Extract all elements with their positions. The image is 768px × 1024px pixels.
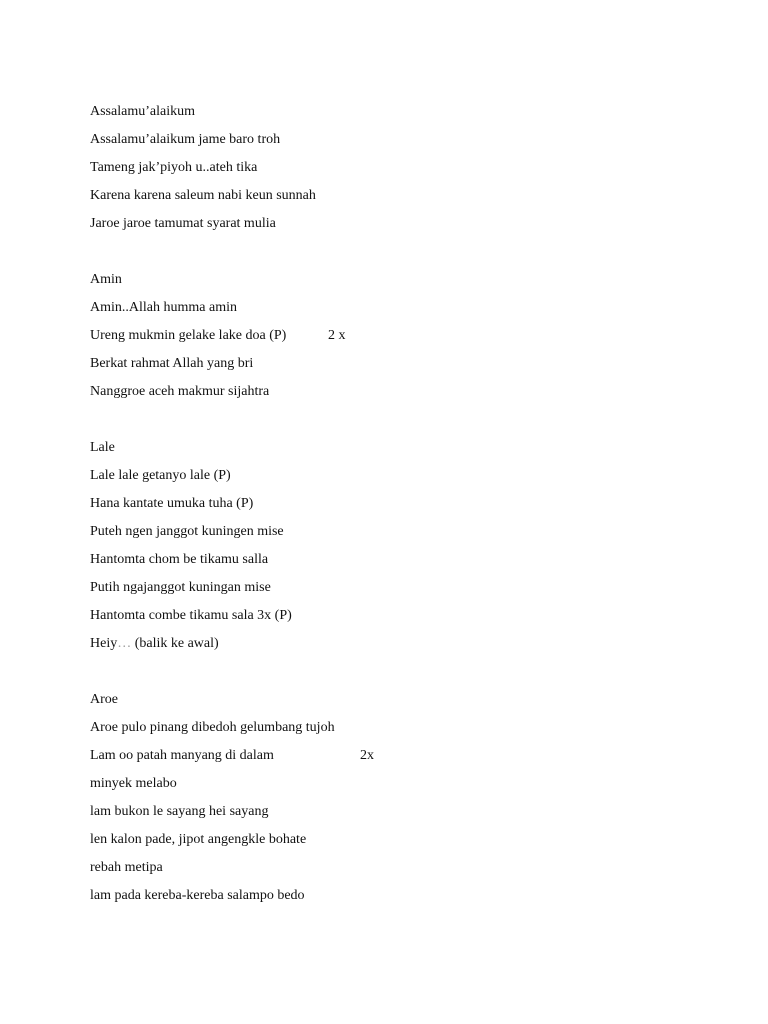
lyric-line-text: Ureng mukmin gelake lake doa (P) [90,328,287,343]
lyric-line-with-repeat [90,742,690,770]
ellipsis: … [117,636,132,651]
lyric-line: rebah metipa [90,860,163,875]
lyric-line: lam bukon le sayang hei sayang [90,804,269,819]
lyric-line: Hana kantate umuka tuha (P) [90,496,254,511]
lyric-line: Karena karena saleum nabi keun sunnah [90,188,316,203]
return-start: Heiy [90,636,118,651]
lyric-line: Lale [90,440,115,455]
lyric-line-return [90,630,690,658]
lyric-line: Puteh ngen janggot kuningen mise [90,524,284,539]
lyric-line: Aroe [90,692,118,707]
repeat-mark: 2x [360,748,374,763]
lyric-line-with-repeat [90,322,690,350]
lyric-line: len kalon pade, jipot angengkle bohate [90,832,307,847]
stanza-assalamualaikum [90,98,690,238]
lyric-line: Aroe pulo pinang dibedoh gelumbang tujoh [90,720,335,735]
repeat-mark: 2 x [328,328,346,343]
lyric-line: Amin..Allah humma amin [90,300,237,315]
lyric-line: Tameng jak’piyoh u..ateh tika [90,160,258,175]
lyrics-body [90,98,690,938]
stanza-lale [90,434,690,658]
lyric-line: Amin [90,272,122,287]
lyric-line: lam pada kereba-kereba salampo bedo [90,888,305,903]
lyric-line: Hantomta combe tikamu sala 3x (P) [90,608,292,623]
lyric-line: Nanggroe aceh makmur sijahtra [90,384,270,399]
lyric-line: Hantomta chom be tikamu salla [90,552,269,567]
stanza-amin [90,266,690,406]
lyric-line: Berkat rahmat Allah yang bri [90,356,254,371]
stanza-aroe [90,686,690,910]
lyric-line: Lale lale getanyo lale (P) [90,468,231,483]
lyric-line: Jaroe jaroe tamumat syarat mulia [90,216,276,231]
lyric-line: Assalamu’alaikum [90,104,195,119]
lyric-line: Assalamu’alaikum jame baro troh [90,132,281,147]
lyric-line: minyek melabo [90,776,177,791]
return-note: (balik ke awal) [131,636,219,651]
lyric-line-text: Lam oo patah manyang di dalam [90,748,274,763]
lyric-line: Putih ngajanggot kuningan mise [90,580,271,595]
